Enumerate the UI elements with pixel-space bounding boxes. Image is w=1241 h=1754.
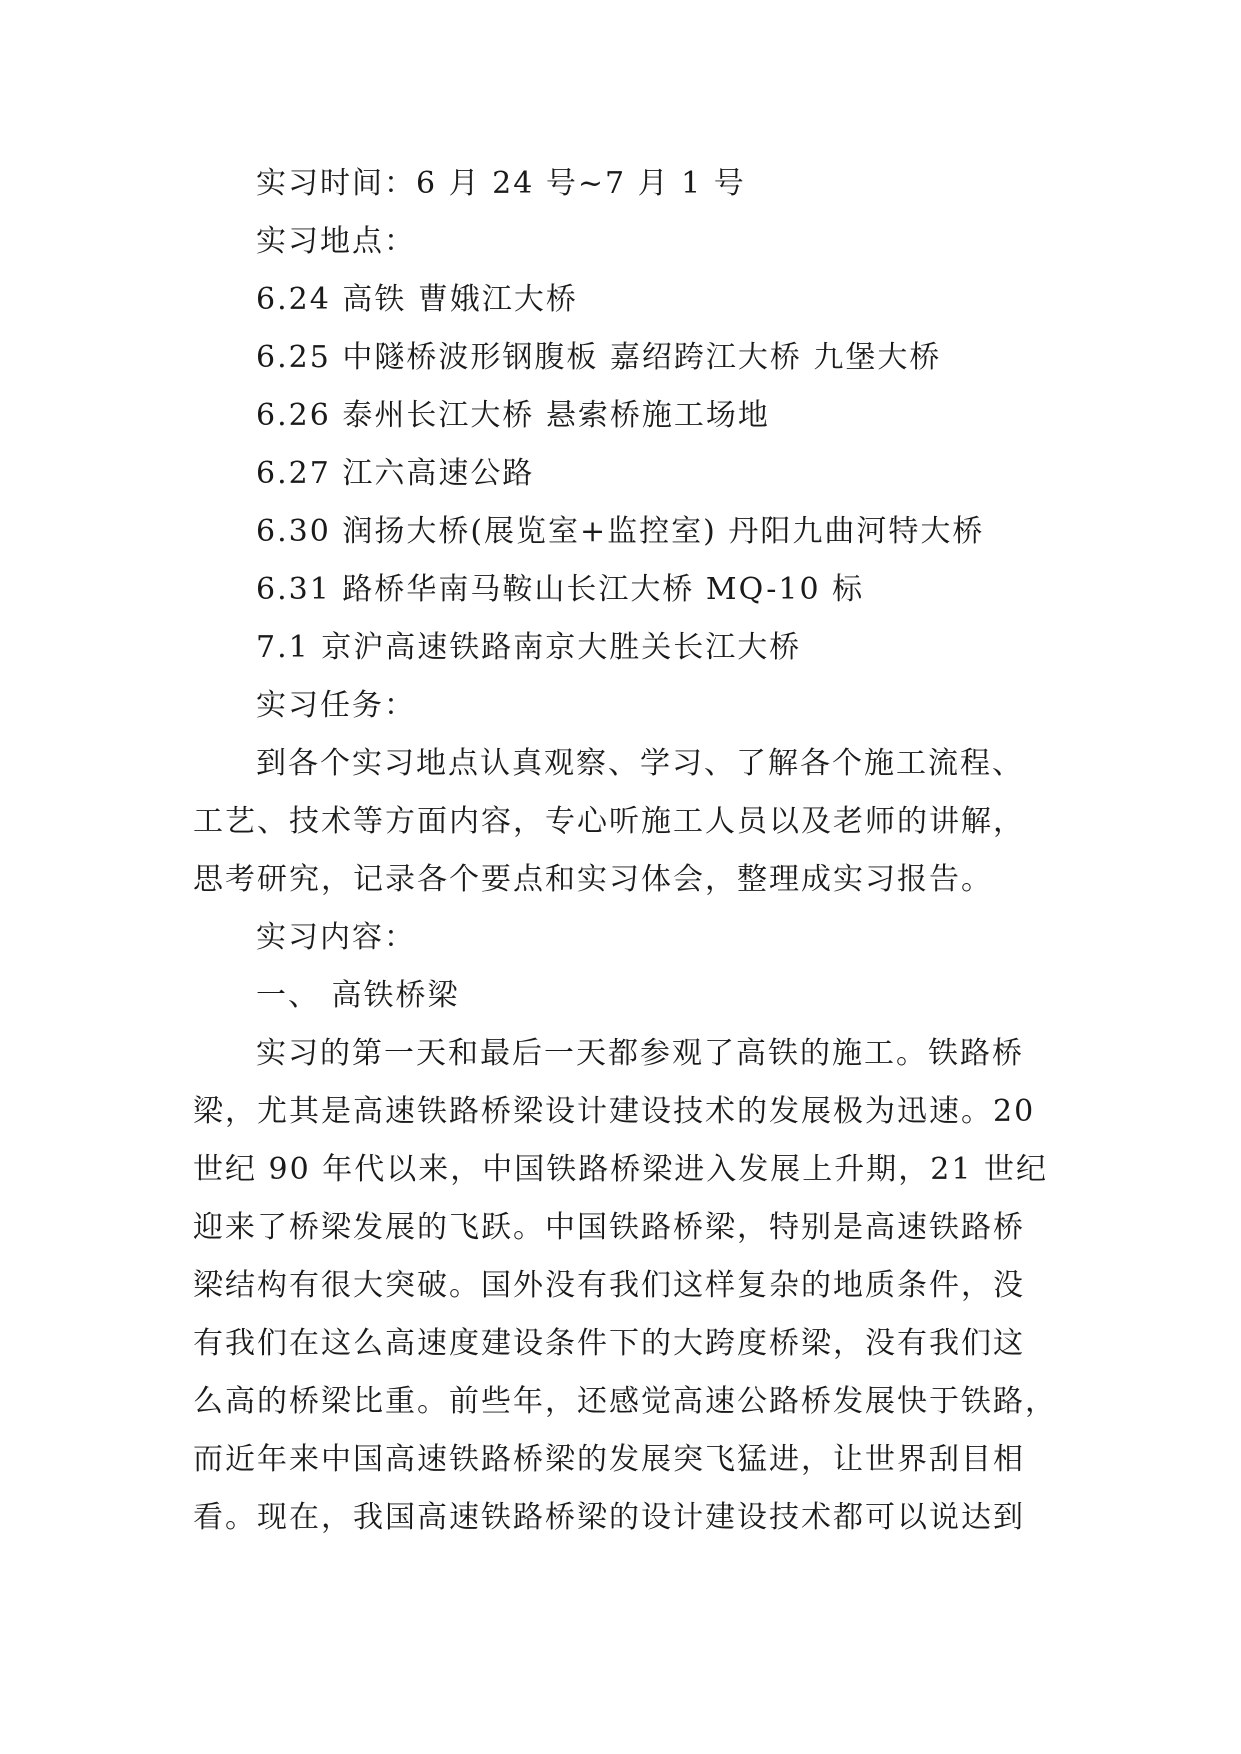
task-heading: 实习任务： — [256, 688, 416, 723]
location-item: 6.24 高铁 曹娥江大桥 — [256, 282, 578, 317]
paragraph-line: 么高的桥梁比重。前些年，还感觉高速公路桥发展快于铁路， — [193, 1384, 1057, 1419]
paragraph-line: 而近年来中国高速铁路桥梁的发展突飞猛进，让世界刮目相 — [193, 1442, 1025, 1477]
task-line: 到各个实习地点认真观察、学习、了解各个施工流程、 — [256, 746, 1024, 781]
section-heading: 一、 高铁桥梁 — [256, 978, 460, 1013]
task-line: 思考研究，记录各个要点和实习体会，整理成实习报告。 — [193, 862, 993, 897]
location-item: 6.27 江六高速公路 — [256, 456, 535, 491]
location-item: 7.1 京沪高速铁路南京大胜关长江大桥 — [256, 630, 802, 665]
location-heading: 实习地点： — [256, 224, 416, 259]
location-item: 6.26 泰州长江大桥 悬索桥施工场地 — [256, 398, 770, 433]
internship-time: 实习时间：6 月 24 号~7 月 1 号 — [256, 166, 746, 201]
paragraph-line: 实习的第一天和最后一天都参观了高铁的施工。铁路桥 — [256, 1036, 1024, 1071]
content-heading: 实习内容： — [256, 920, 416, 955]
location-item: 6.30 润扬大桥(展览室+监控室) 丹阳九曲河特大桥 — [256, 514, 985, 549]
paragraph-line: 梁，尤其是高速铁路桥梁设计建设技术的发展极为迅速。20 — [193, 1094, 1036, 1129]
location-item: 6.31 路桥华南马鞍山长江大桥 MQ-10 标 — [256, 572, 865, 607]
paragraph-line: 有我们在这么高速度建设条件下的大跨度桥梁，没有我们这 — [193, 1326, 1025, 1361]
location-item: 6.25 中隧桥波形钢腹板 嘉绍跨江大桥 九堡大桥 — [256, 340, 942, 375]
paragraph-line: 梁结构有很大突破。国外没有我们这样复杂的地质条件，没 — [193, 1268, 1025, 1303]
paragraph-line: 世纪 90 年代以来，中国铁路桥梁进入发展上升期，21 世纪 — [193, 1152, 1048, 1187]
paragraph-line: 看。现在，我国高速铁路桥梁的设计建设技术都可以说达到 — [193, 1500, 1025, 1535]
task-line: 工艺、技术等方面内容，专心听施工人员以及老师的讲解， — [193, 804, 1025, 839]
paragraph-line: 迎来了桥梁发展的飞跃。中国铁路桥梁，特别是高速铁路桥 — [193, 1210, 1025, 1245]
